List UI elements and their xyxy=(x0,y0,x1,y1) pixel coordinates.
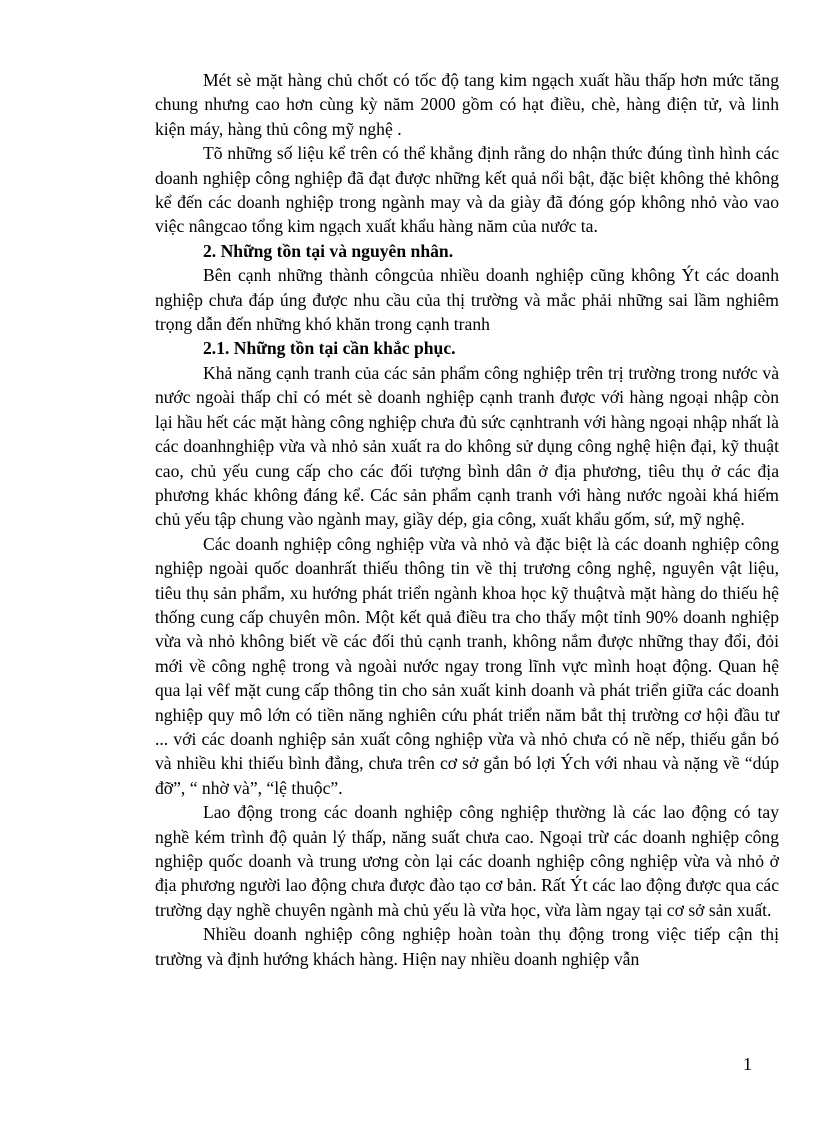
paragraph-7: Nhiều doanh nghiệp công nghiệp hoàn toàn thụ động trong việc tiếp cận thị trường và định hướng khách hàng. Hiện nay nhiều doanh nghiệp vẫn xyxy=(155,924,779,969)
paragraph-6: Lao động trong các doanh nghiệp công nghiệp thường là các lao động có tay nghề kém trình độ quản lý thấp, năng suất chưa cao. Ngoại trừ các doanh nghiệp công nghiệp quốc doanh và trung ương còn lại các doanh nghiệp công nghiệp vừa và nhỏ ở địa phương người lao động chưa được đào tạo cơ bản. Rất Ýt các lao động được qua các trường dạy nghề chuyên ngành mà chủ yếu là vừa học, vừa làm ngay tại cơ sở sản xuất. xyxy=(155,802,779,920)
subsection-heading-2-1: 2.1. Những tồn tại cần khắc phục. xyxy=(203,338,456,359)
paragraph-5: Các doanh nghiệp công nghiệp vừa và nhỏ và đặc biệt là các doanh nghiệp công nghiệp ngoài quốc doanhrất thiếu thông tin về thị trương công nghệ, nguyên vật liệu, tiêu thụ sản phẩm, xu hướng phát triển ngành khoa học kỹ thuậtvà mặt hàng do thiếu hệ thống cung cấp chuyên môn. Một kết quả điều tra cho thấy một tỉnh 90% doanh nghiệp vừa và nhỏ không biết về các đối thủ cạnh tranh, không nắm được những thay đổi, đỏi mới về công nghệ trong và ngoài nước ngay trong lĩnh vực mình hoạt động. Quan hệ qua lại vêf mặt cung cấp thông tin cho sản xuất kinh doanh và phát triển giữa các doanh nghiệp quy mô lớn có tiền năng nghiên cứu phát triển năm bắt thị trường cơ hội đầu tư ... với các doanh nghiệp sản xuất công nghiệp vừa và nhỏ chưa có nề nếp, thiếu gắn bó và nhiều khi thiếu bình đẳng, chưa trên cơ sở gắn bó lợi Ých với nhau và nặng về “dúp đỡ”, “ nhờ và”, “lệ thuộc”. xyxy=(155,533,779,798)
page-number: 1 xyxy=(743,1054,752,1074)
paragraph-3: Bên cạnh những thành côngcủa nhiều doanh nghiệp cũng không Ýt các doanh nghiệp chưa đáp úng được nhu cầu của thị trường và mắc phải những sai lầm nghiêm trọng dẫn đến những khó khăn trong cạnh tranh xyxy=(155,265,779,335)
document-body xyxy=(155,68,779,971)
paragraph-2: Tõ những số liệu kể trên có thể khẳng định rằng do nhận thức đúng tình hình các doanh nghiệp công nghiệp đã đạt được những kết quả nổi bật, đặc biệt không thẻ không kể đến các doanh nghiệp trong ngành may và da giày đã đóng góp không nhỏ vào vao việc nângcao tổng kim ngạch xuất khẩu hàng năm của nước ta. xyxy=(155,143,779,237)
paragraph-1: Mét sè mặt hàng chủ chốt có tốc độ tang kim ngạch xuất hầu thấp hơn mức tăng chung nhưng cao hơn cùng kỳ năm 2000 gồm có hạt điều, chè, hàng điện tử, và linh kiện máy, hàng thủ công mỹ nghệ . xyxy=(155,70,779,139)
section-heading-2: 2. Những tồn tại và nguyên nhân. xyxy=(203,240,454,261)
paragraph-4: Khả năng cạnh tranh của các sản phẩm công nghiệp trên trị trường trong nước và nước ngoài thấp chỉ có mét sè doanh nghiệp cạnh tranh được với hàng ngoại nhập còn lại hầu hết các mặt hàng công nghiệp chưa đủ sức cạnhtranh với hàng ngoại nhập nhất là các doanhnghiệp vừa và nhỏ sản xuất ra do không sử dụng công nghệ hiện đại, kỹ thuật cao, chủ yếu cung cấp cho các đối tượng bình dân ở địa phương, tiêu thụ ở các địa phương khác không đáng kể. Các sản phẩm cạnh tranh với hàng nước ngoài khá hiếm chủ yếu tập chung vào ngành may, giầy dép, gia công, xuất khẩu gốm, sứ, mỹ nghệ. xyxy=(155,362,779,530)
